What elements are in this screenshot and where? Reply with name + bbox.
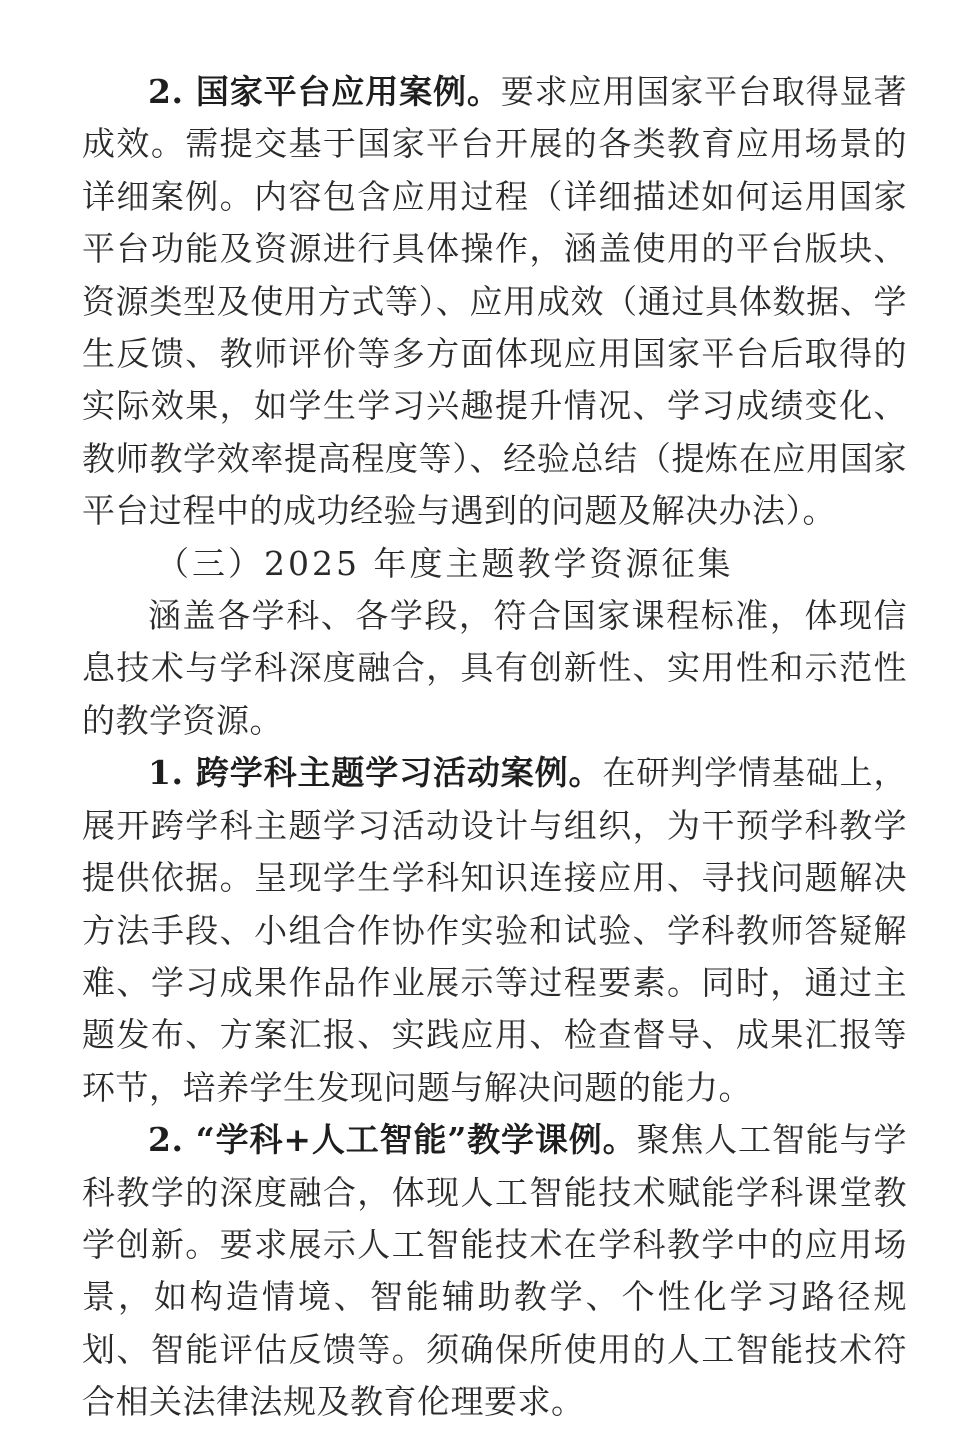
paragraph-resource-intro: 涵盖各学科、各学段，符合国家课程标准，体现信息技术与学科深度融合，具有创新性、实用性和示范性的教学资源。 [82,596,907,740]
paragraph-heading: 2. “学科+人工智能”教学课例。 [148,1120,637,1160]
paragraph-heading: 2. 国家平台应用案例。 [148,72,501,111]
paragraph-body: 要求应用国家平台取得显著成效。需提交基于国家平台开展的各类教育应用场景的详细案例。内容包含应用过程（详细描述如何运用国家平台功能及资源进行具体操作，涵盖使用的平台版块、资源类型及使用方式等）、应用成效（通过具体数据、学生反馈、教师评价等多方面体现应用国家平台后取得的实际效果，如学生学习兴趣提升情况、学习成绩变化、教师教学效率提高程度等）、经验总结（提炼在应用国家平台过程中的成功经验与遇到的问题及解决办法）。 [82,72,907,531]
paragraph-interdisciplinary-case [82,747,907,1114]
paragraph-body: 在研判学情基础上，展开跨学科主题学习活动设计与组织，为干预学科教学提供依据。呈现学生学科知识连接应用、寻找问题解决方法手段、小组合作协作实验和试验、学科教师答疑解难、学习成果作品作业展示等过程要素。同时，通过主题发布、方案汇报、实践应用、检查督导、成果汇报等环节，培养学生发现问题与解决问题的能力。 [82,753,907,1107]
section-heading-resource-collection: （三）2025 年度主题教学资源征集 [156,543,734,583]
paragraph-body: 聚焦人工智能与学科教学的深度融合，体现人工智能技术赋能学科课堂教学创新。要求展示人工智能技术在学科教学中的应用场景，如构造情境、智能辅助教学、个性化学习路径规划、智能评估反馈等。须确保所使用的人工智能技术符合相关法律法规及教育伦理要求。 [82,1120,907,1422]
paragraph-heading: 1. 跨学科主题学习活动案例。 [148,753,603,793]
paragraph-platform-application-case [82,66,907,538]
paragraph-ai-lesson-case [82,1114,907,1428]
